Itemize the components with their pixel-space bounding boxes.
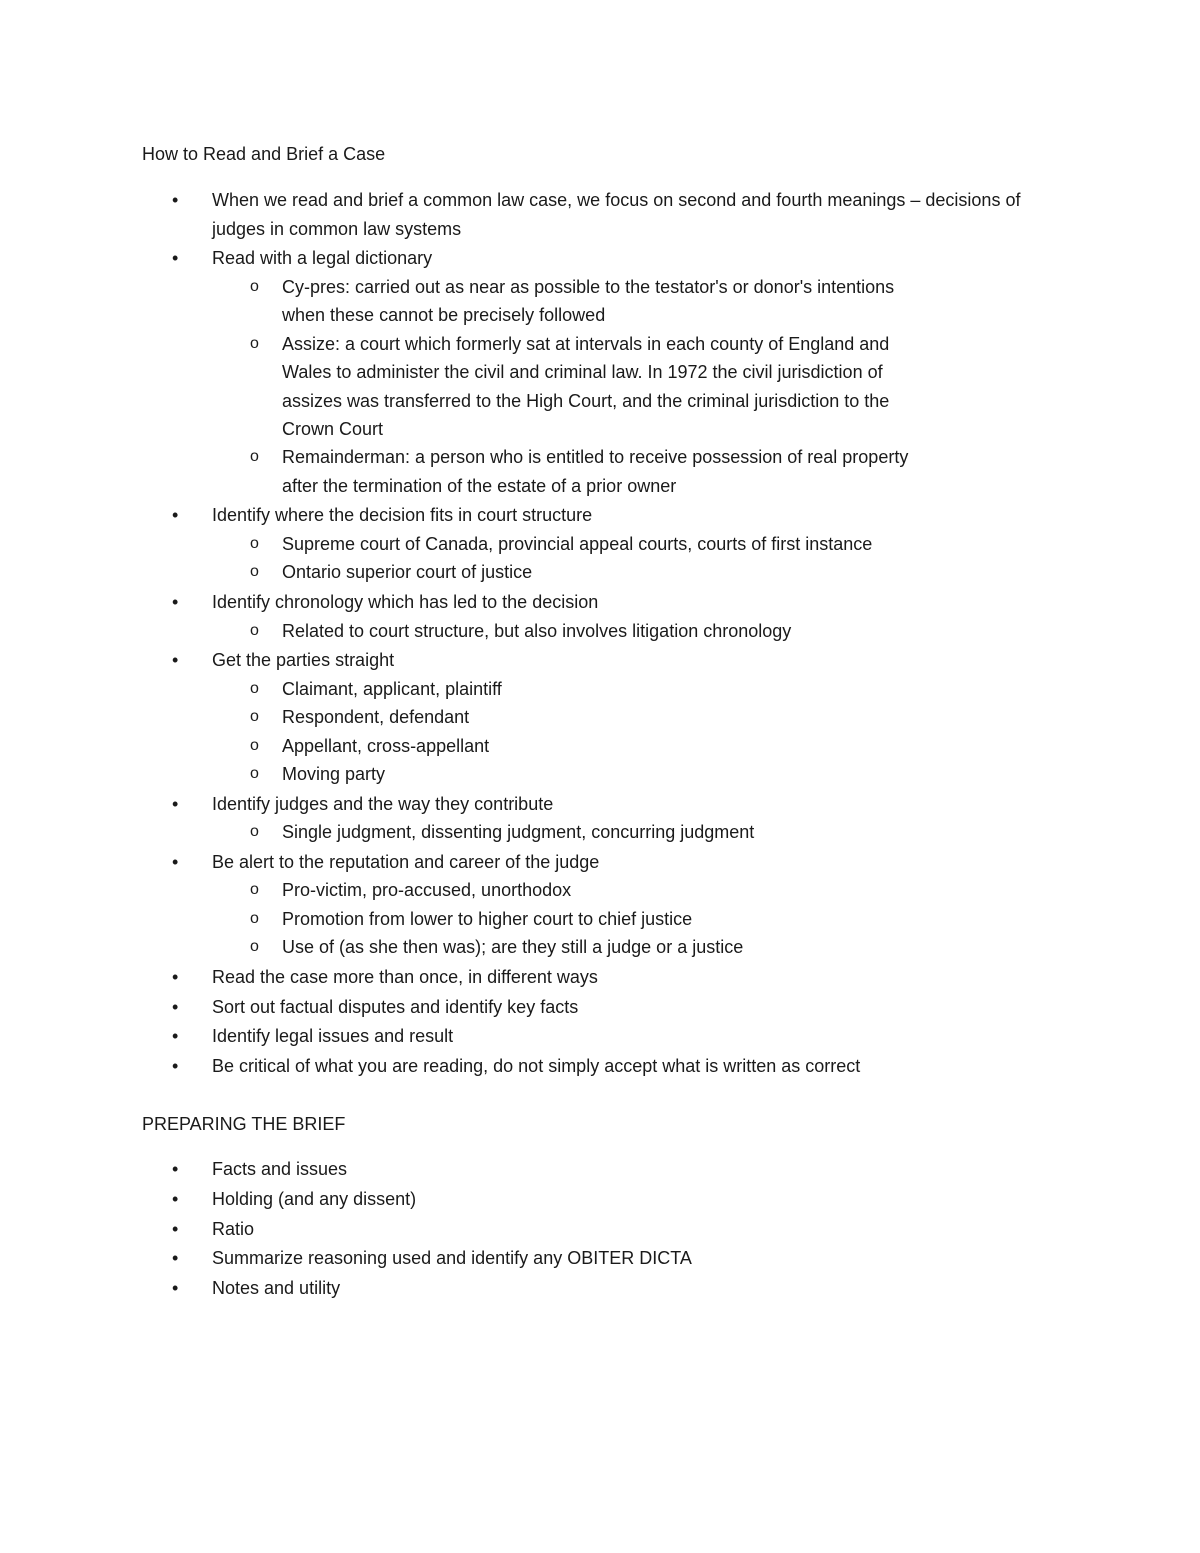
brief-bullet-item: • Notes and utility xyxy=(0,1274,1200,1303)
sub-list xyxy=(212,876,1060,961)
sub-list xyxy=(212,675,1060,789)
bullet-item xyxy=(0,790,1200,847)
sub-bullet-item: o Pro-victim, pro-accused, unorthodox xyxy=(0,876,1060,904)
reading-section xyxy=(0,186,1200,1082)
bullet-item xyxy=(0,963,1200,992)
sub-bullet-item: o Single judgment, dissenting judgment, concurring judgment xyxy=(0,818,1060,846)
bullet-item-text: Identify judges and the way they contribute xyxy=(212,793,554,814)
bullet-item-text: Identify where the decision fits in court structure xyxy=(212,505,593,526)
brief-bullet-item: • Summarize reasoning used and identify any OBITER DICTA xyxy=(0,1244,1200,1273)
bullet-item-text: When we read and brief a common law case, we focus on second and fourth meanings – decisions of judges in common law systems xyxy=(212,190,1021,239)
bullet-item xyxy=(0,1022,1200,1051)
bullet-item xyxy=(0,848,1200,962)
bullet-item xyxy=(0,244,1200,500)
bullet-item-text: Sort out factual disputes and identify key facts xyxy=(212,996,579,1017)
bullet-item xyxy=(0,186,1200,243)
bullet-item-text: Be critical of what you are reading, do not simply accept what is written as correct xyxy=(212,1056,861,1077)
sub-bullet-item: o Supreme court of Canada, provincial appeal courts, courts of first instance xyxy=(0,530,1060,558)
bullet-item xyxy=(0,993,1200,1022)
document-title: How to Read and Brief a Case xyxy=(142,144,386,164)
bullet-item-text: Read the case more than once, in different ways xyxy=(212,966,598,987)
sub-bullet-item: o Use of (as she then was); are they still a judge or a justice xyxy=(0,933,1060,961)
bullet-item-text: Get the parties straight xyxy=(212,650,395,671)
bullet-item xyxy=(0,588,1200,645)
sub-list xyxy=(212,818,1060,846)
sub-list xyxy=(212,617,1060,645)
brief-heading: PREPARING THE BRIEF xyxy=(142,1114,346,1134)
sub-bullet-item: o Moving party xyxy=(0,760,1060,788)
sub-bullet-item: o Respondent, defendant xyxy=(0,703,1060,731)
bullet-item-text: Be alert to the reputation and career of the judge xyxy=(212,851,600,872)
brief-bullet-item: • Facts and issues xyxy=(0,1155,1200,1184)
sub-bullet-item: o Remainderman: a person who is entitled to receive possession of real property after the termination of the estate of a prior owner xyxy=(0,443,1060,500)
brief-bullet-item: • Ratio xyxy=(0,1215,1200,1244)
sub-bullet-item: o Claimant, applicant, plaintiff xyxy=(0,675,1060,703)
reading-list xyxy=(0,186,1200,1081)
sub-bullet-item: o Promotion from lower to higher court to chief justice xyxy=(0,905,1060,933)
bullet-item xyxy=(0,1052,1200,1081)
brief-list xyxy=(0,1155,1200,1303)
brief-bullet-item: • Holding (and any dissent) xyxy=(0,1185,1200,1214)
sub-list xyxy=(212,530,1060,587)
bullet-item-text: Identify chronology which has led to the decision xyxy=(212,592,599,612)
bullet-item-text: Identify legal issues and result xyxy=(212,1026,454,1047)
sub-bullet-item: o Cy-pres: carried out as near as possible to the testator's or donor's intentions when these cannot be precisely followed xyxy=(0,273,1060,330)
bullet-item-text: Read with a legal dictionary xyxy=(212,248,433,269)
bullet-item xyxy=(0,646,1200,788)
sub-bullet-item: o Appellant, cross-appellant xyxy=(0,732,1060,760)
sub-bullet-item: o Assize: a court which formerly sat at intervals in each county of England and Wales to administer the civil and criminal law. In 1972 the civil jurisdiction of assizes was transferred to the High Court, and the criminal jurisdiction to the Crown Court xyxy=(0,330,1060,444)
sub-bullet-item: o Related to court structure, but also involves litigation chronology xyxy=(0,617,1060,645)
brief-section xyxy=(0,1155,1200,1304)
sub-list xyxy=(212,273,1060,500)
bullet-item xyxy=(0,501,1200,586)
sub-bullet-item: o Ontario superior court of justice xyxy=(0,558,1060,586)
